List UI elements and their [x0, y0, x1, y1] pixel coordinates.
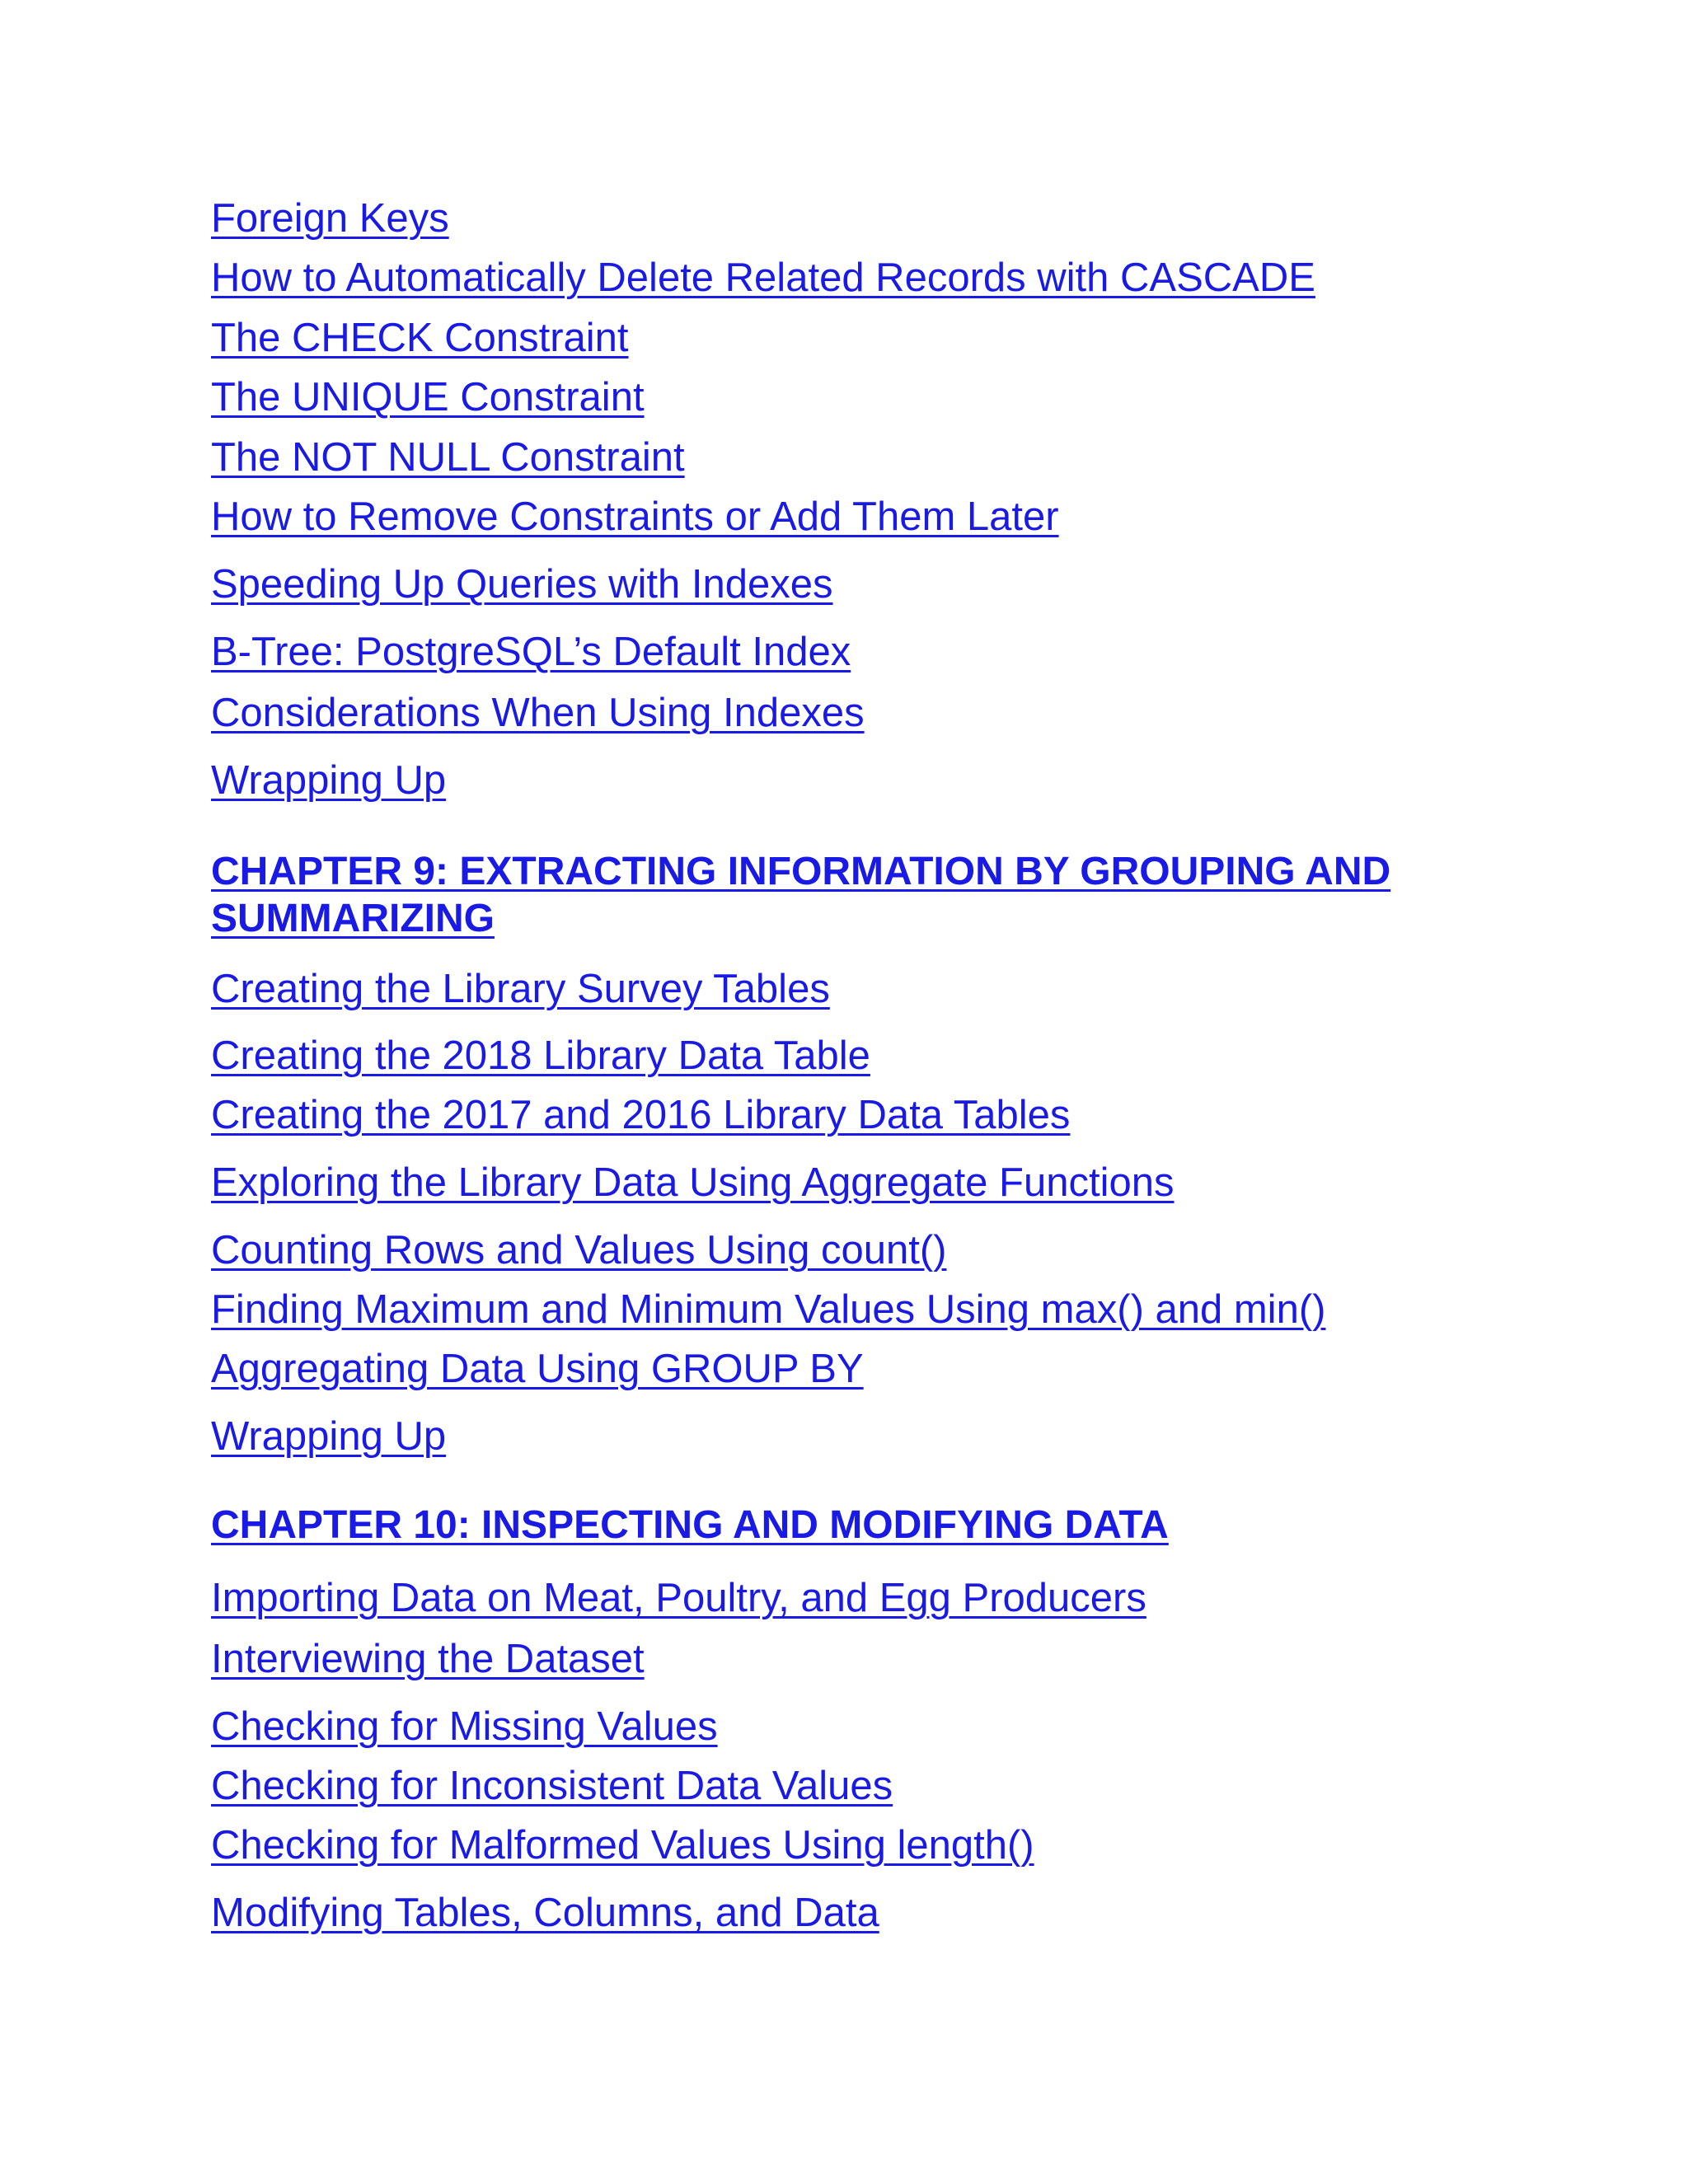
toc-link-not-null-constraint[interactable]: The NOT NULL Constraint: [211, 435, 685, 480]
toc-link-2017-2016-library-tables[interactable]: Creating the 2017 and 2016 Library Data Tables: [211, 1093, 1071, 1137]
toc-link-malformed-values[interactable]: Checking for Malformed Values Using length(): [211, 1823, 1034, 1868]
toc-link-indexes[interactable]: Speeding Up Queries with Indexes: [211, 562, 833, 607]
toc-link-foreign-keys[interactable]: Foreign Keys: [211, 196, 449, 241]
toc-link-group-by[interactable]: Aggregating Data Using GROUP BY: [211, 1347, 864, 1391]
chapter-9-heading[interactable]: CHAPTER 9: EXTRACTING INFORMATION BY GROUPING AND SUMMARIZING: [211, 850, 1391, 940]
toc-link-importing-meat-data[interactable]: Importing Data on Meat, Poultry, and Egg Producers: [211, 1576, 1146, 1620]
toc-link-max-min[interactable]: Finding Maximum and Minimum Values Using max() and min(): [211, 1287, 1326, 1332]
toc-link-aggregate-functions[interactable]: Exploring the Library Data Using Aggregate Functions: [211, 1160, 1175, 1205]
toc-link-unique-constraint[interactable]: The UNIQUE Constraint: [211, 375, 645, 419]
toc-link-index-considerations[interactable]: Considerations When Using Indexes: [211, 691, 865, 735]
toc-link-missing-values[interactable]: Checking for Missing Values: [211, 1704, 718, 1749]
toc-link-remove-constraints[interactable]: How to Remove Constraints or Add Them Later: [211, 494, 1059, 539]
toc-link-cascade[interactable]: How to Automatically Delete Related Records with CASCADE: [211, 255, 1315, 300]
toc-link-inconsistent-values[interactable]: Checking for Inconsistent Data Values: [211, 1764, 893, 1808]
toc-link-wrapping-up-ch9[interactable]: Wrapping Up: [211, 1414, 447, 1459]
toc-link-interviewing-dataset[interactable]: Interviewing the Dataset: [211, 1637, 645, 1681]
toc-link-library-survey-tables[interactable]: Creating the Library Survey Tables: [211, 967, 830, 1011]
toc-link-wrapping-up-ch8[interactable]: Wrapping Up: [211, 758, 447, 803]
toc-link-modifying-tables[interactable]: Modifying Tables, Columns, and Data: [211, 1891, 879, 1935]
toc-link-2018-library-table[interactable]: Creating the 2018 Library Data Table: [211, 1033, 870, 1078]
toc-link-btree[interactable]: B-Tree: PostgreSQL’s Default Index: [211, 630, 851, 674]
toc-link-count[interactable]: Counting Rows and Values Using count(): [211, 1228, 947, 1272]
chapter-10-heading[interactable]: CHAPTER 10: INSPECTING AND MODIFYING DATA: [211, 1503, 1169, 1547]
toc-link-check-constraint[interactable]: The CHECK Constraint: [211, 316, 629, 360]
